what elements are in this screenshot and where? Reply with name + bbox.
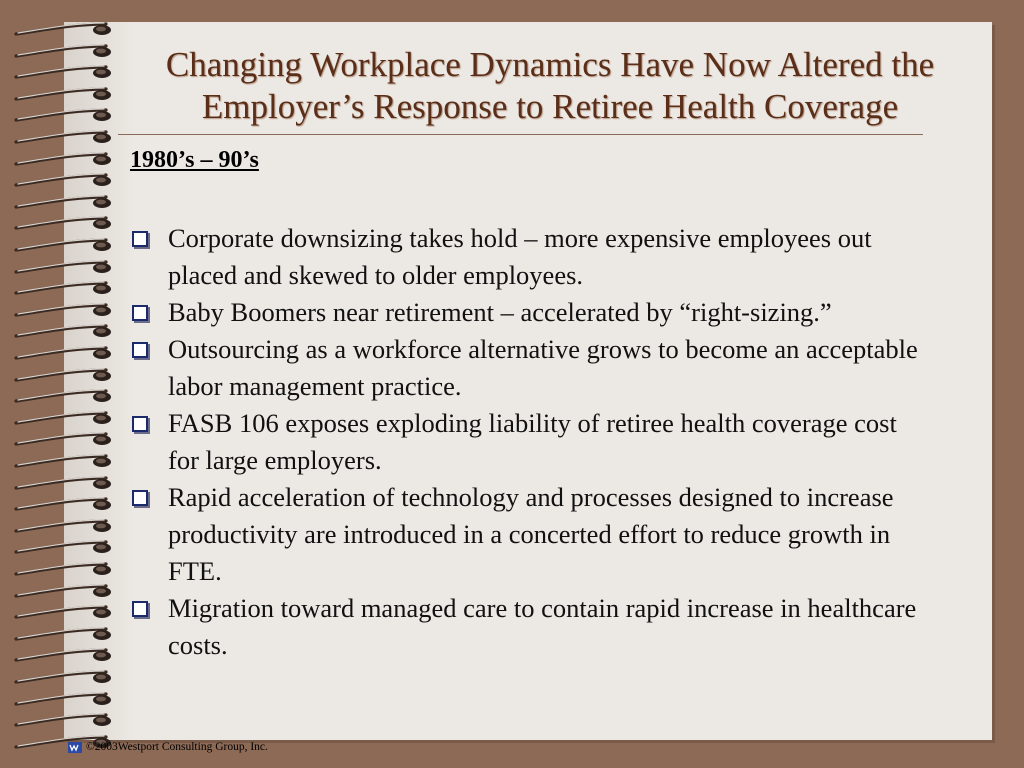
spiral-coil bbox=[14, 169, 114, 191]
spiral-coil bbox=[14, 148, 114, 170]
spiral-coil bbox=[14, 407, 114, 429]
checkbox-square-icon bbox=[132, 416, 148, 432]
bullet-text: Migration toward managed care to contain rapid increase in healthcare costs. bbox=[168, 593, 917, 660]
spiral-coil bbox=[14, 385, 114, 407]
spiral-coil bbox=[14, 61, 114, 83]
checkbox-square-icon bbox=[132, 490, 148, 506]
spiral-coil bbox=[14, 40, 114, 62]
spiral-coil bbox=[14, 83, 114, 105]
spiral-coil bbox=[14, 644, 114, 666]
spiral-binding-icon bbox=[0, 18, 115, 758]
bullet-item bbox=[130, 590, 930, 664]
bullet-item bbox=[130, 479, 930, 590]
spiral-coil bbox=[14, 493, 114, 515]
bullet-text: Rapid acceleration of technology and processes designed to increase productivity are introduced in a concerted effort to reduce growth in FTE. bbox=[168, 482, 894, 586]
spiral-coil bbox=[14, 104, 114, 126]
spiral-coil bbox=[14, 234, 114, 256]
spiral-coil bbox=[14, 472, 114, 494]
spiral-coil bbox=[14, 580, 114, 602]
spiral-coil bbox=[14, 126, 114, 148]
spiral-coil bbox=[14, 256, 114, 278]
spiral-coil bbox=[14, 320, 114, 342]
bullet-list bbox=[130, 220, 930, 664]
spiral-coil bbox=[14, 364, 114, 386]
bullet-item bbox=[130, 294, 930, 331]
spiral-coil bbox=[14, 450, 114, 472]
footer bbox=[68, 741, 268, 753]
checkbox-square-icon bbox=[132, 231, 148, 247]
slide-title: Changing Workplace Dynamics Have Now Altered the Employer’s Response to Retiree Health Coverage bbox=[165, 45, 935, 126]
spiral-coil bbox=[14, 666, 114, 688]
spiral-coil bbox=[14, 299, 114, 321]
spiral-coil bbox=[14, 212, 114, 234]
spiral-coil bbox=[14, 601, 114, 623]
period-heading: 1980’s – 90’s bbox=[130, 147, 259, 173]
bullet-text: FASB 106 exposes exploding liability of retiree health coverage cost for large employers. bbox=[168, 408, 897, 475]
checkbox-square-icon bbox=[132, 342, 148, 358]
spiral-coil bbox=[14, 342, 114, 364]
checkbox-square-icon bbox=[132, 305, 148, 321]
spiral-coil bbox=[14, 623, 114, 645]
spiral-coil bbox=[14, 709, 114, 731]
spiral-coil bbox=[14, 277, 114, 299]
title-divider bbox=[118, 134, 923, 135]
spiral-coil bbox=[14, 688, 114, 710]
spiral-coil bbox=[14, 191, 114, 213]
bullet-text: Baby Boomers near retirement – accelerated by “right-sizing.” bbox=[168, 297, 832, 327]
bullet-text: Corporate downsizing takes hold – more expensive employees out placed and skewed to older employees. bbox=[168, 223, 872, 290]
spiral-coil bbox=[14, 558, 114, 580]
bullet-item bbox=[130, 405, 930, 479]
spiral-coil bbox=[14, 428, 114, 450]
bullet-item bbox=[130, 331, 930, 405]
bullet-text: Outsourcing as a workforce alternative grows to become an acceptable labor management practice. bbox=[168, 334, 918, 401]
spiral-coil bbox=[14, 515, 114, 537]
footer-copyright: ©2003Westport Consulting Group, Inc. bbox=[86, 741, 268, 753]
westport-logo-icon bbox=[68, 742, 82, 753]
spiral-coil bbox=[14, 18, 114, 40]
checkbox-square-icon bbox=[132, 601, 148, 617]
bullet-item bbox=[130, 220, 930, 294]
spiral-coil bbox=[14, 536, 114, 558]
